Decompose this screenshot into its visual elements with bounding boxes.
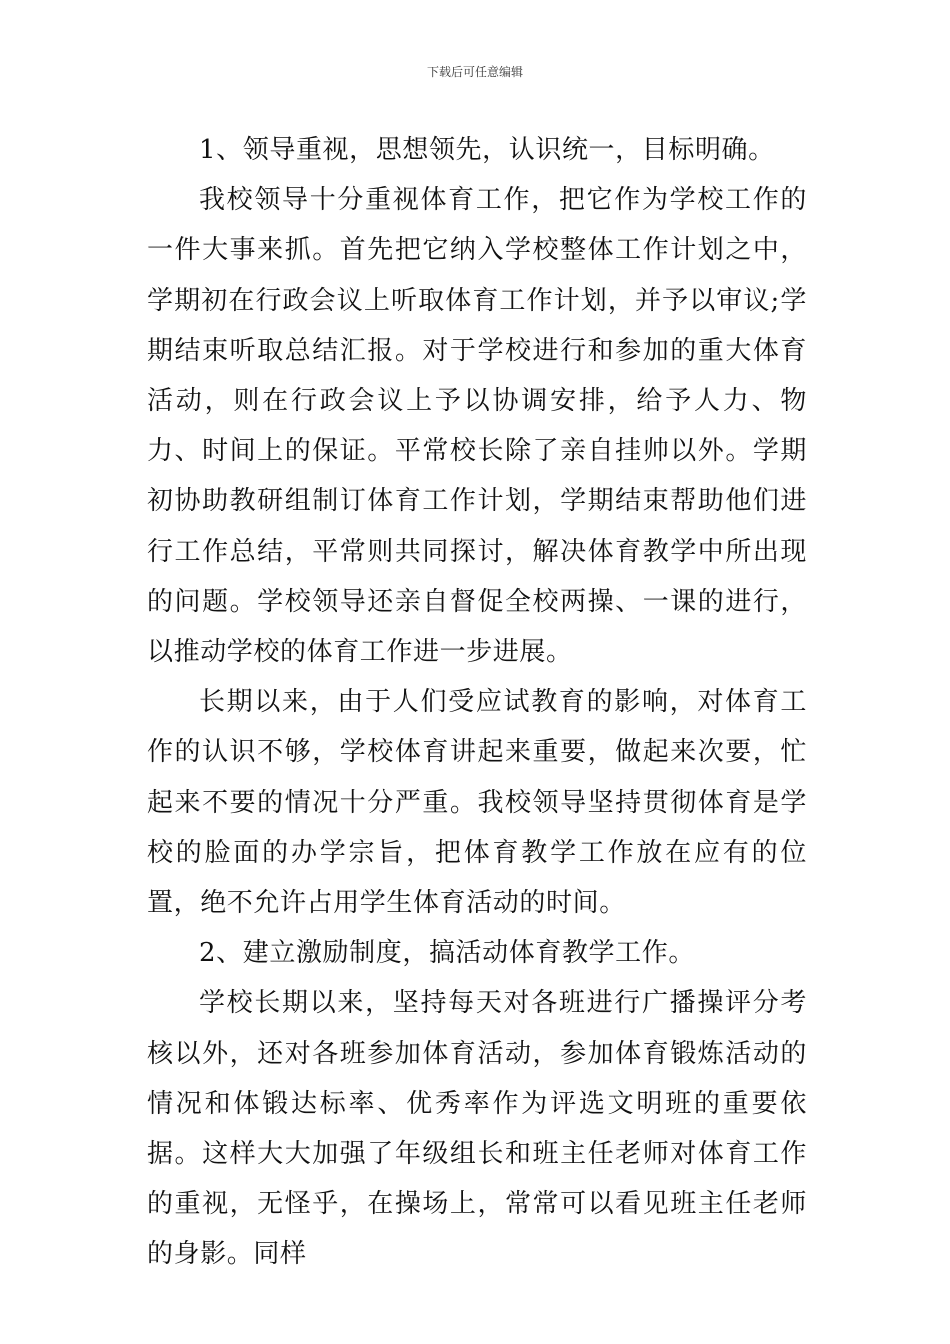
section-heading-1: 1、领导重视，思想领先，认识统一，目标明确。	[199, 135, 775, 165]
paragraph-leadership: 我校领导十分重视体育工作，把它作为学校工作的一件大事来抓。首先把它纳入学校整体工作计划之中，学期初在行政会议上听取体育工作计划，并予以审议;学期结束听取总结汇报。对于学校进行和参加的重大体育活动，则在行政会议上予以协调安排，给予人力、物力、时间上的保证。平常校长除了亲自挂帅以外。学期初协助教研组制订体育工作计划，学期结束帮助他们进行工作总结，平常则共同探讨，解决体育教学中所出现的问题。学校领导还亲自督促全校两操、一课的进行，以推动学校的体育工作进一步进展。	[147, 185, 807, 668]
document-body	[147, 125, 807, 1280]
page-header: 下载后可任意编辑	[426, 65, 523, 79]
paragraph-incentive: 学校长期以来，坚持每天对各班进行广播操评分考核以外，还对各班参加体育活动，参加体育锻炼活动的情况和体锻达标率、优秀率作为评选文明班的重要依据。这样大大加强了年级组长和班主任老师对体育工作的重视，无怪乎，在操场上，常常可以看见班主任老师的身影。同样	[147, 988, 807, 1270]
paragraph-awareness: 长期以来，由于人们受应试教育的影响，对体育工作的认识不够，学校体育讲起来重要，做起来次要，忙起来不要的情况十分严重。我校领导坚持贯彻体育是学校的脸面的办学宗旨，把体育教学工作放在应有的位置，绝不允许占用学生体育活动的时间。	[147, 687, 807, 919]
section-heading-2: 2、建立激励制度，搞活动体育教学工作。	[199, 938, 695, 969]
